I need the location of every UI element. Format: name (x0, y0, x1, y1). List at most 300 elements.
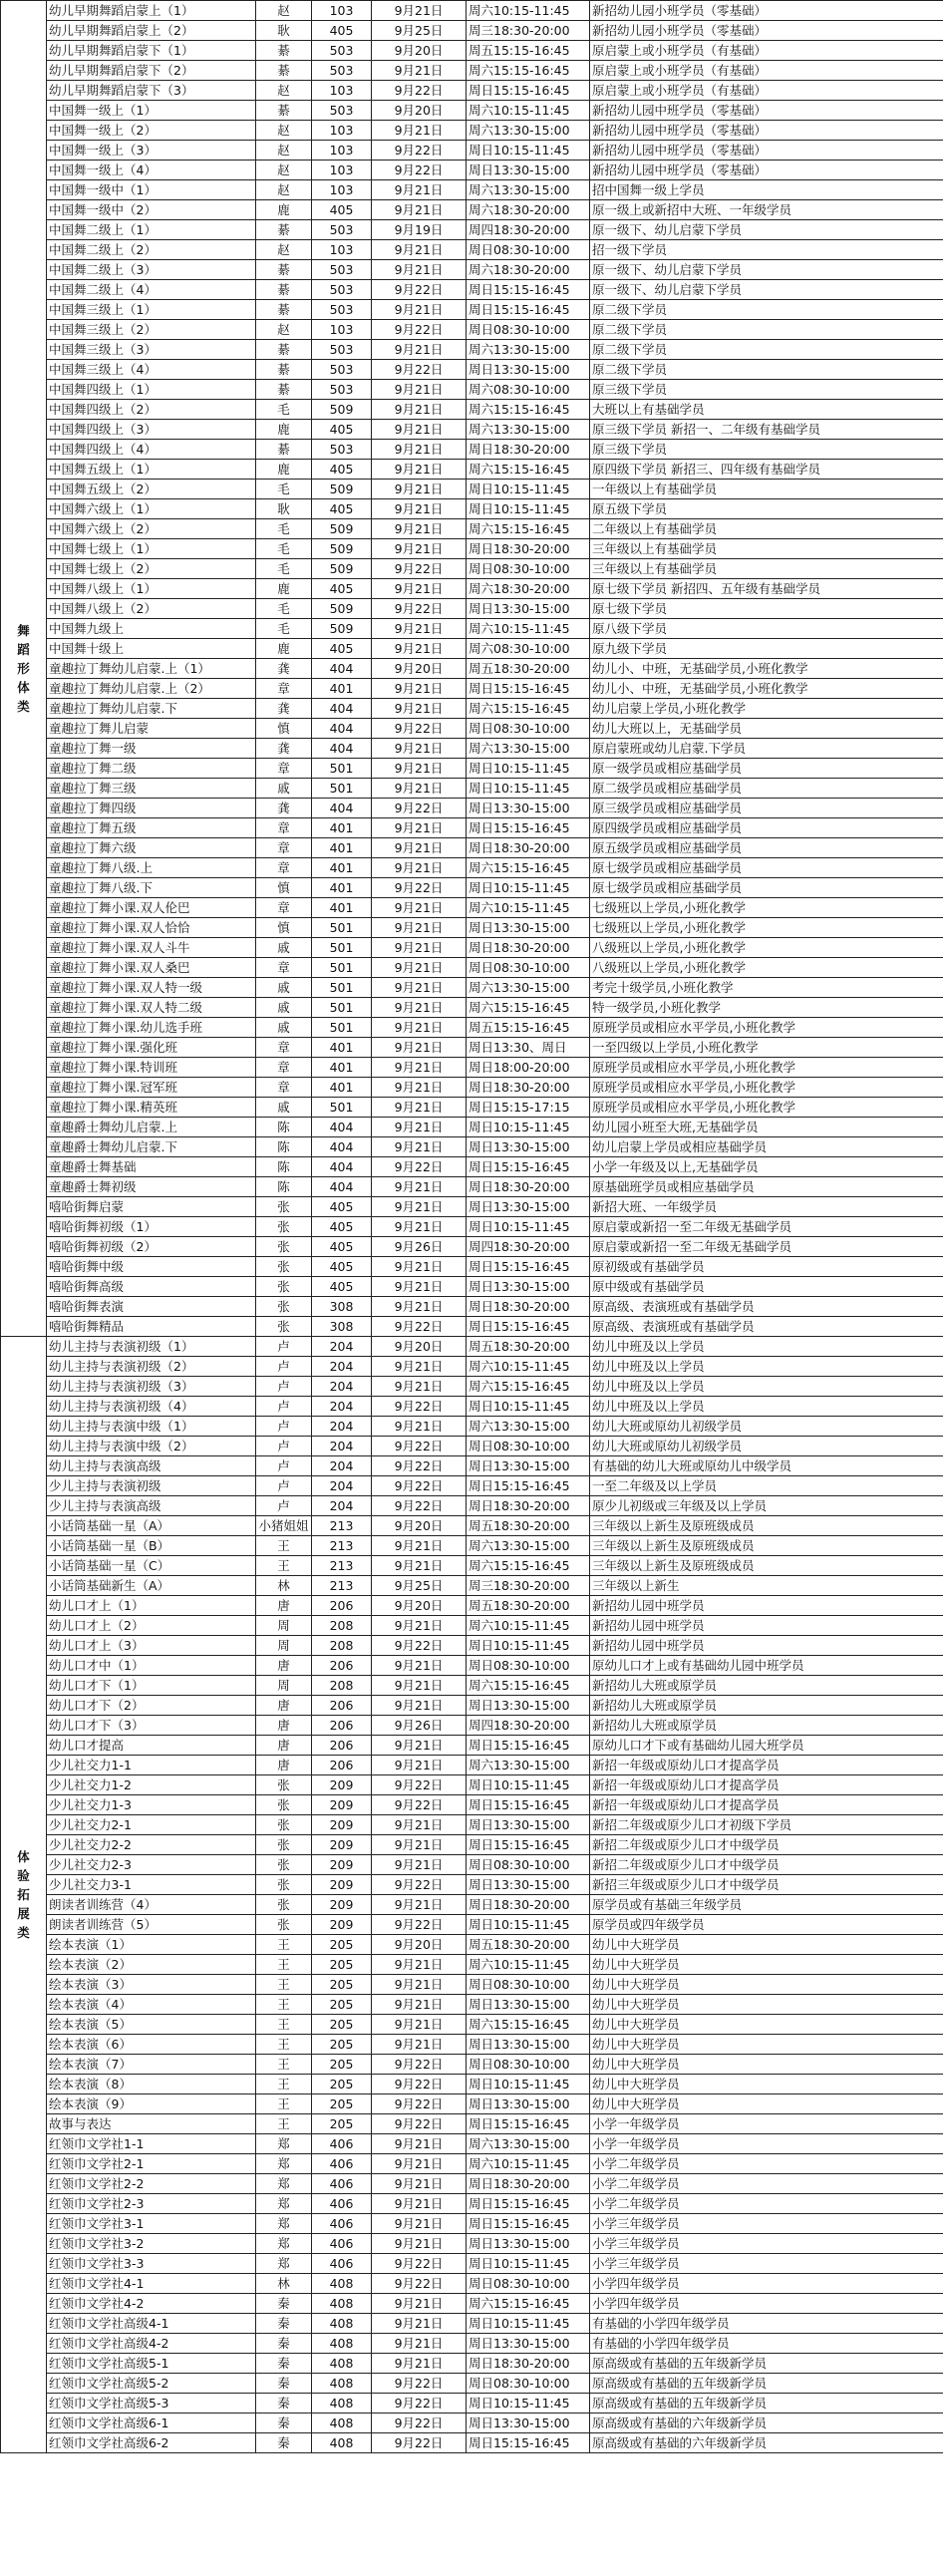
table-row (1, 1696, 943, 1716)
room-cell: 209 (312, 1835, 372, 1855)
table-row (1, 1417, 943, 1437)
target-students-cell: 原启蒙上或小班学员（有基础） (590, 41, 943, 61)
start-date-cell: 9月21日 (372, 679, 467, 699)
teacher-cell: 綦 (256, 61, 312, 81)
course-name-cell: 中国舞一级中（1） (47, 180, 256, 200)
start-date-cell: 9月22日 (372, 878, 467, 898)
table-row (1, 599, 943, 619)
table-row (1, 1616, 943, 1636)
class-time-cell: 周六18:30-20:00 (467, 579, 590, 599)
table-row (1, 2394, 943, 2414)
course-name-cell: 童趣拉丁舞幼儿启蒙.下 (47, 699, 256, 719)
table-row (1, 519, 943, 539)
start-date-cell: 9月21日 (372, 1217, 467, 1237)
table-row (1, 1217, 943, 1237)
room-cell: 205 (312, 1995, 372, 2015)
teacher-cell: 秦 (256, 2394, 312, 2414)
target-students-cell: 幼儿中大班学员 (590, 2015, 943, 2035)
start-date-cell: 9月21日 (372, 1835, 467, 1855)
class-time-cell: 周日13:30-15:00 (467, 161, 590, 180)
table-row (1, 978, 943, 998)
room-cell: 204 (312, 1456, 372, 1476)
room-cell: 208 (312, 1616, 372, 1636)
target-students-cell: 原高级或有基础的五年级新学员 (590, 2354, 943, 2374)
table-row (1, 1038, 943, 1058)
class-time-cell: 周日15:15-16:45 (467, 280, 590, 300)
teacher-cell: 卢 (256, 1417, 312, 1437)
target-students-cell: 有基础的小学四年级学员 (590, 2314, 943, 2334)
course-name-cell: 朗读者训练营（4） (47, 1895, 256, 1915)
table-row (1, 1237, 943, 1257)
course-name-cell: 嘻哈街舞初级（1） (47, 1217, 256, 1237)
room-cell: 401 (312, 878, 372, 898)
target-students-cell: 幼儿中班及以上学员 (590, 1397, 943, 1417)
class-time-cell: 周六13:30-15:00 (467, 121, 590, 141)
teacher-cell: 赵 (256, 141, 312, 161)
teacher-cell: 陈 (256, 1137, 312, 1157)
table-row (1, 1835, 943, 1855)
teacher-cell: 卢 (256, 1437, 312, 1456)
class-time-cell: 周六15:15-16:45 (467, 2294, 590, 2314)
table-row (1, 121, 943, 141)
start-date-cell: 9月21日 (372, 1676, 467, 1696)
start-date-cell: 9月21日 (372, 1556, 467, 1576)
target-students-cell: 幼儿中大班学员 (590, 2055, 943, 2075)
class-time-cell: 周四18:30-20:00 (467, 1716, 590, 1736)
course-name-cell: 红领巾文学社3-2 (47, 2234, 256, 2254)
class-time-cell: 周日15:15-16:45 (467, 679, 590, 699)
class-time-cell: 周五18:30-20:00 (467, 1935, 590, 1955)
target-students-cell: 原二级下学员 (590, 340, 943, 360)
table-row (1, 1397, 943, 1417)
teacher-cell: 戚 (256, 1018, 312, 1038)
target-students-cell: 原启蒙或新招一至二年级无基础学员 (590, 1237, 943, 1257)
course-name-cell: 中国舞一级中（2） (47, 200, 256, 220)
room-cell: 404 (312, 1137, 372, 1157)
class-time-cell: 周六13:30-15:00 (467, 1756, 590, 1775)
target-students-cell: 原启蒙上或小班学员（有基础） (590, 81, 943, 101)
course-name-cell: 红领巾文学社2-2 (47, 2174, 256, 2194)
room-cell: 509 (312, 539, 372, 559)
table-row (1, 759, 943, 779)
room-cell: 405 (312, 420, 372, 440)
room-cell: 308 (312, 1317, 372, 1337)
class-time-cell: 周日15:15-16:45 (467, 2214, 590, 2234)
table-row (1, 81, 943, 101)
target-students-cell: 三年级以上新生及原班级成员 (590, 1536, 943, 1556)
start-date-cell: 9月22日 (372, 2055, 467, 2075)
teacher-cell: 张 (256, 1855, 312, 1875)
start-date-cell: 9月20日 (372, 1337, 467, 1357)
course-name-cell: 朗读者训练营（5） (47, 1915, 256, 1935)
room-cell: 509 (312, 400, 372, 420)
target-students-cell: 新招二年级或原少儿口才中级学员 (590, 1835, 943, 1855)
course-name-cell: 红领巾文学社高级4-1 (47, 2314, 256, 2334)
target-students-cell: 原三级下学员 (590, 380, 943, 400)
start-date-cell: 9月22日 (372, 1476, 467, 1496)
start-date-cell: 9月21日 (372, 2015, 467, 2035)
course-name-cell: 红领巾文学社1-1 (47, 2134, 256, 2154)
room-cell: 401 (312, 1058, 372, 1078)
target-students-cell: 幼儿小、中班，无基础学员,小班化教学 (590, 679, 943, 699)
start-date-cell: 9月21日 (372, 1137, 467, 1157)
class-time-cell: 周六13:30-15:00 (467, 340, 590, 360)
teacher-cell: 王 (256, 2035, 312, 2055)
course-name-cell: 童趣拉丁舞二级 (47, 759, 256, 779)
target-students-cell: 招中国舞一级上学员 (590, 180, 943, 200)
class-time-cell: 周六18:30-20:00 (467, 260, 590, 280)
target-students-cell: 原四级下学员 新招三、四年级有基础学员 (590, 460, 943, 480)
class-time-cell: 周日13:30-15:00 (467, 599, 590, 619)
target-students-cell: 幼儿中大班学员 (590, 2094, 943, 2114)
teacher-cell: 张 (256, 1237, 312, 1257)
teacher-cell: 唐 (256, 1656, 312, 1676)
course-name-cell: 嘻哈街舞启蒙 (47, 1197, 256, 1217)
course-name-cell: 中国舞五级上（2） (47, 480, 256, 499)
teacher-cell: 章 (256, 958, 312, 978)
room-cell: 405 (312, 1197, 372, 1217)
start-date-cell: 9月21日 (372, 1656, 467, 1676)
room-cell: 209 (312, 1775, 372, 1795)
start-date-cell: 9月21日 (372, 2134, 467, 2154)
target-students-cell: 幼儿中大班学员 (590, 1995, 943, 2015)
room-cell: 204 (312, 1397, 372, 1417)
class-time-cell: 周六15:15-16:45 (467, 1377, 590, 1397)
table-row (1, 460, 943, 480)
class-time-cell: 周日13:30-15:00 (467, 1456, 590, 1476)
class-time-cell: 周日10:15-11:45 (467, 779, 590, 799)
room-cell: 408 (312, 2294, 372, 2314)
class-time-cell: 周六10:15-11:45 (467, 1616, 590, 1636)
target-students-cell: 原九级下学员 (590, 639, 943, 659)
teacher-cell: 卢 (256, 1357, 312, 1377)
start-date-cell: 9月21日 (372, 420, 467, 440)
room-cell: 404 (312, 799, 372, 818)
teacher-cell: 秦 (256, 2334, 312, 2354)
target-students-cell: 新招幼儿大班或原学员 (590, 1696, 943, 1716)
room-cell: 204 (312, 1496, 372, 1516)
class-time-cell: 周日13:30-15:00 (467, 2234, 590, 2254)
room-cell: 204 (312, 1437, 372, 1456)
table-row (1, 480, 943, 499)
start-date-cell: 9月22日 (372, 141, 467, 161)
class-time-cell: 周六08:30-10:00 (467, 380, 590, 400)
class-time-cell: 周日10:15-11:45 (467, 2254, 590, 2274)
target-students-cell: 原班学员或相应水平学员,小班化教学 (590, 1078, 943, 1098)
target-students-cell: 原高级或有基础的六年级新学员 (590, 2414, 943, 2433)
class-time-cell: 周六10:15-11:45 (467, 2154, 590, 2174)
start-date-cell: 9月22日 (372, 1915, 467, 1935)
table-row (1, 878, 943, 898)
start-date-cell: 9月19日 (372, 220, 467, 240)
target-students-cell: 原二级学员或相应基础学员 (590, 779, 943, 799)
course-name-cell: 红领巾文学社高级6-1 (47, 2414, 256, 2433)
table-row (1, 400, 943, 420)
room-cell: 401 (312, 679, 372, 699)
room-cell: 209 (312, 1795, 372, 1815)
class-time-cell: 周日08:30-10:00 (467, 559, 590, 579)
room-cell: 404 (312, 1157, 372, 1177)
table-row (1, 2234, 943, 2254)
class-time-cell: 周日13:30-15:00 (467, 799, 590, 818)
teacher-cell: 郑 (256, 2134, 312, 2154)
teacher-cell: 王 (256, 2114, 312, 2134)
target-students-cell: 新招一年级或原幼儿口才提高学员 (590, 1775, 943, 1795)
start-date-cell: 9月21日 (372, 340, 467, 360)
room-cell: 205 (312, 2035, 372, 2055)
teacher-cell: 张 (256, 1217, 312, 1237)
room-cell: 404 (312, 699, 372, 719)
table-row (1, 779, 943, 799)
target-students-cell: 小学一年级及以上,无基础学员 (590, 1157, 943, 1177)
start-date-cell: 9月22日 (372, 2274, 467, 2294)
course-name-cell: 中国舞三级上（2） (47, 320, 256, 340)
class-time-cell: 周日18:30-20:00 (467, 440, 590, 460)
start-date-cell: 9月21日 (372, 1536, 467, 1556)
class-time-cell: 周日08:30-10:00 (467, 1855, 590, 1875)
class-time-cell: 周日15:15-16:45 (467, 1736, 590, 1756)
target-students-cell: 新招幼儿大班或原学员 (590, 1716, 943, 1736)
room-cell: 405 (312, 1277, 372, 1297)
class-time-cell: 周日08:30-10:00 (467, 958, 590, 978)
target-students-cell: 有基础的小学四年级学员 (590, 2334, 943, 2354)
target-students-cell: 新招幼儿园中班学员 (590, 1596, 943, 1616)
target-students-cell: 七级班以上学员,小班化教学 (590, 918, 943, 938)
course-name-cell: 嘻哈街舞精品 (47, 1317, 256, 1337)
teacher-cell: 毛 (256, 539, 312, 559)
course-name-cell: 幼儿早期舞蹈启蒙下（1） (47, 41, 256, 61)
room-cell: 405 (312, 200, 372, 220)
target-students-cell: 原班学员或相应水平学员,小班化教学 (590, 1058, 943, 1078)
room-cell: 509 (312, 480, 372, 499)
target-students-cell: 新招三年级或原少儿口才中级学员 (590, 1875, 943, 1895)
table-row (1, 958, 943, 978)
room-cell: 405 (312, 460, 372, 480)
class-time-cell: 周五18:30-20:00 (467, 1596, 590, 1616)
target-students-cell: 小学二年级学员 (590, 2154, 943, 2174)
course-name-cell: 幼儿口才下（2） (47, 1696, 256, 1716)
room-cell: 404 (312, 739, 372, 759)
start-date-cell: 9月21日 (372, 1756, 467, 1775)
teacher-cell: 周 (256, 1636, 312, 1656)
teacher-cell: 綦 (256, 440, 312, 460)
target-students-cell: 幼儿中大班学员 (590, 2035, 943, 2055)
category-char: 拓 (17, 1887, 30, 1902)
start-date-cell: 9月21日 (372, 779, 467, 799)
target-students-cell: 原四级学员或相应基础学员 (590, 818, 943, 838)
target-students-cell: 小学四年级学员 (590, 2274, 943, 2294)
start-date-cell: 9月22日 (372, 799, 467, 818)
class-time-cell: 周日08:30-10:00 (467, 1437, 590, 1456)
course-name-cell: 幼儿早期舞蹈启蒙上（1） (47, 1, 256, 21)
course-name-cell: 中国舞八级上（1） (47, 579, 256, 599)
start-date-cell: 9月21日 (372, 2194, 467, 2214)
start-date-cell: 9月25日 (372, 21, 467, 41)
teacher-cell: 唐 (256, 1596, 312, 1616)
table-row (1, 1875, 943, 1895)
course-name-cell: 中国舞一级上（1） (47, 101, 256, 121)
teacher-cell: 林 (256, 1576, 312, 1596)
room-cell: 209 (312, 1895, 372, 1915)
room-cell: 404 (312, 1177, 372, 1197)
teacher-cell: 赵 (256, 161, 312, 180)
target-students-cell: 原高级、表演班或有基础学员 (590, 1297, 943, 1317)
room-cell: 408 (312, 2314, 372, 2334)
class-time-cell: 周日15:15-16:45 (467, 1476, 590, 1496)
room-cell: 501 (312, 918, 372, 938)
class-time-cell: 周日13:30-15:00 (467, 1696, 590, 1716)
teacher-cell: 章 (256, 898, 312, 918)
table-row (1, 659, 943, 679)
room-cell: 501 (312, 998, 372, 1018)
teacher-cell: 张 (256, 1297, 312, 1317)
teacher-cell: 卢 (256, 1496, 312, 1516)
target-students-cell: 一至四级以上学员,小班化教学 (590, 1038, 943, 1058)
target-students-cell: 新招二年级或原少儿口才初级下学员 (590, 1815, 943, 1835)
course-name-cell: 童趣拉丁舞六级 (47, 838, 256, 858)
start-date-cell: 9月22日 (372, 719, 467, 739)
target-students-cell: 原高级、表演班或有基础学员 (590, 1317, 943, 1337)
start-date-cell: 9月26日 (372, 1716, 467, 1736)
target-students-cell: 原三级学员或相应基础学员 (590, 799, 943, 818)
teacher-cell: 张 (256, 1257, 312, 1277)
teacher-cell: 张 (256, 1875, 312, 1895)
target-students-cell: 原学员或四年级学员 (590, 1915, 943, 1935)
start-date-cell: 9月22日 (372, 2433, 467, 2453)
room-cell: 103 (312, 240, 372, 260)
course-name-cell: 中国舞二级上（1） (47, 220, 256, 240)
table-row (1, 1775, 943, 1795)
course-name-cell: 中国舞二级上（4） (47, 280, 256, 300)
start-date-cell: 9月21日 (372, 1696, 467, 1716)
room-cell: 205 (312, 2114, 372, 2134)
room-cell: 209 (312, 1875, 372, 1895)
course-name-cell: 中国舞七级上（2） (47, 559, 256, 579)
room-cell: 103 (312, 121, 372, 141)
class-time-cell: 周日15:15-16:45 (467, 818, 590, 838)
target-students-cell: 新招幼儿园中班学员（零基础） (590, 141, 943, 161)
teacher-cell: 龚 (256, 699, 312, 719)
start-date-cell: 9月21日 (372, 978, 467, 998)
teacher-cell: 陈 (256, 1118, 312, 1137)
room-cell: 213 (312, 1556, 372, 1576)
room-cell: 209 (312, 1815, 372, 1835)
course-name-cell: 童趣拉丁舞三级 (47, 779, 256, 799)
room-cell: 408 (312, 2274, 372, 2294)
course-name-cell: 中国舞一级上（2） (47, 121, 256, 141)
course-name-cell: 幼儿口才上（1） (47, 1596, 256, 1616)
start-date-cell: 9月21日 (372, 1177, 467, 1197)
table-row (1, 1137, 943, 1157)
target-students-cell: 三年级以上新生及原班级成员 (590, 1516, 943, 1536)
room-cell: 206 (312, 1596, 372, 1616)
start-date-cell: 9月21日 (372, 858, 467, 878)
teacher-cell: 王 (256, 2015, 312, 2035)
table-row (1, 1935, 943, 1955)
start-date-cell: 9月21日 (372, 2174, 467, 2194)
table-row (1, 1177, 943, 1197)
course-name-cell: 童趣拉丁舞八级.上 (47, 858, 256, 878)
target-students-cell: 新招大班、一年级学员 (590, 1197, 943, 1217)
class-time-cell: 周日13:30-15:00 (467, 2334, 590, 2354)
room-cell: 405 (312, 21, 372, 41)
table-row (1, 1157, 943, 1177)
target-students-cell: 八级班以上学员,小班化教学 (590, 938, 943, 958)
room-cell: 503 (312, 41, 372, 61)
room-cell: 103 (312, 161, 372, 180)
course-name-cell: 幼儿早期舞蹈启蒙上（2） (47, 21, 256, 41)
room-cell: 205 (312, 2055, 372, 2075)
table-row (1, 998, 943, 1018)
target-students-cell: 幼儿中大班学员 (590, 2075, 943, 2094)
room-cell: 208 (312, 1636, 372, 1656)
course-name-cell: 红领巾文学社高级5-3 (47, 2394, 256, 2414)
class-time-cell: 周日18:30-20:00 (467, 2174, 590, 2194)
room-cell: 503 (312, 280, 372, 300)
target-students-cell: 原高级或有基础的六年级新学员 (590, 2433, 943, 2453)
target-students-cell: 幼儿小、中班，无基础学员,小班化教学 (590, 659, 943, 679)
room-cell: 206 (312, 1716, 372, 1736)
table-row (1, 1437, 943, 1456)
course-name-cell: 中国舞三级上（3） (47, 340, 256, 360)
course-name-cell: 幼儿口才提高 (47, 1736, 256, 1756)
target-students-cell: 幼儿园小班至大班,无基础学员 (590, 1118, 943, 1137)
target-students-cell: 小学一年级学员 (590, 2114, 943, 2134)
target-students-cell: 原一级下、幼儿启蒙下学员 (590, 260, 943, 280)
room-cell: 103 (312, 141, 372, 161)
target-students-cell: 原三级下学员 (590, 440, 943, 460)
start-date-cell: 9月21日 (372, 440, 467, 460)
target-students-cell: 新招幼儿园中班学员 (590, 1616, 943, 1636)
table-row (1, 2214, 943, 2234)
teacher-cell: 戚 (256, 998, 312, 1018)
table-row (1, 380, 943, 400)
teacher-cell: 王 (256, 1536, 312, 1556)
course-name-cell: 中国舞三级上（1） (47, 300, 256, 320)
class-time-cell: 周六13:30-15:00 (467, 1417, 590, 1437)
class-time-cell: 周六10:15-11:45 (467, 1357, 590, 1377)
table-row (1, 141, 943, 161)
course-name-cell: 红领巾文学社2-3 (47, 2194, 256, 2214)
start-date-cell: 9月21日 (372, 1098, 467, 1118)
target-students-cell: 原一级上或新招中大班、一年级学员 (590, 200, 943, 220)
class-time-cell: 周日10:15-11:45 (467, 2314, 590, 2334)
course-name-cell: 少儿社交力2-3 (47, 1855, 256, 1875)
start-date-cell: 9月22日 (372, 1397, 467, 1417)
teacher-cell: 章 (256, 759, 312, 779)
course-name-cell: 中国舞二级上（2） (47, 240, 256, 260)
course-name-cell: 红领巾文学社3-1 (47, 2214, 256, 2234)
teacher-cell: 章 (256, 1058, 312, 1078)
course-name-cell: 童趣拉丁舞小课.双人特一级 (47, 978, 256, 998)
start-date-cell: 9月21日 (372, 1018, 467, 1038)
start-date-cell: 9月21日 (372, 1616, 467, 1636)
room-cell: 509 (312, 519, 372, 539)
target-students-cell: 小学二年级学员 (590, 2174, 943, 2194)
target-students-cell: 原幼儿口才下或有基础幼儿园大班学员 (590, 1736, 943, 1756)
room-cell: 401 (312, 858, 372, 878)
class-time-cell: 周日13:30-15:00 (467, 1815, 590, 1835)
room-cell: 408 (312, 2433, 372, 2453)
target-students-cell: 原七级下学员 (590, 599, 943, 619)
class-time-cell: 周日18:30-20:00 (467, 1078, 590, 1098)
class-time-cell: 周日13:30-15:00 (467, 2035, 590, 2055)
table-row (1, 1118, 943, 1137)
class-time-cell: 周四18:30-20:00 (467, 1237, 590, 1257)
class-time-cell: 周六15:15-16:45 (467, 460, 590, 480)
table-row (1, 2154, 943, 2174)
class-time-cell: 周六13:30-15:00 (467, 739, 590, 759)
